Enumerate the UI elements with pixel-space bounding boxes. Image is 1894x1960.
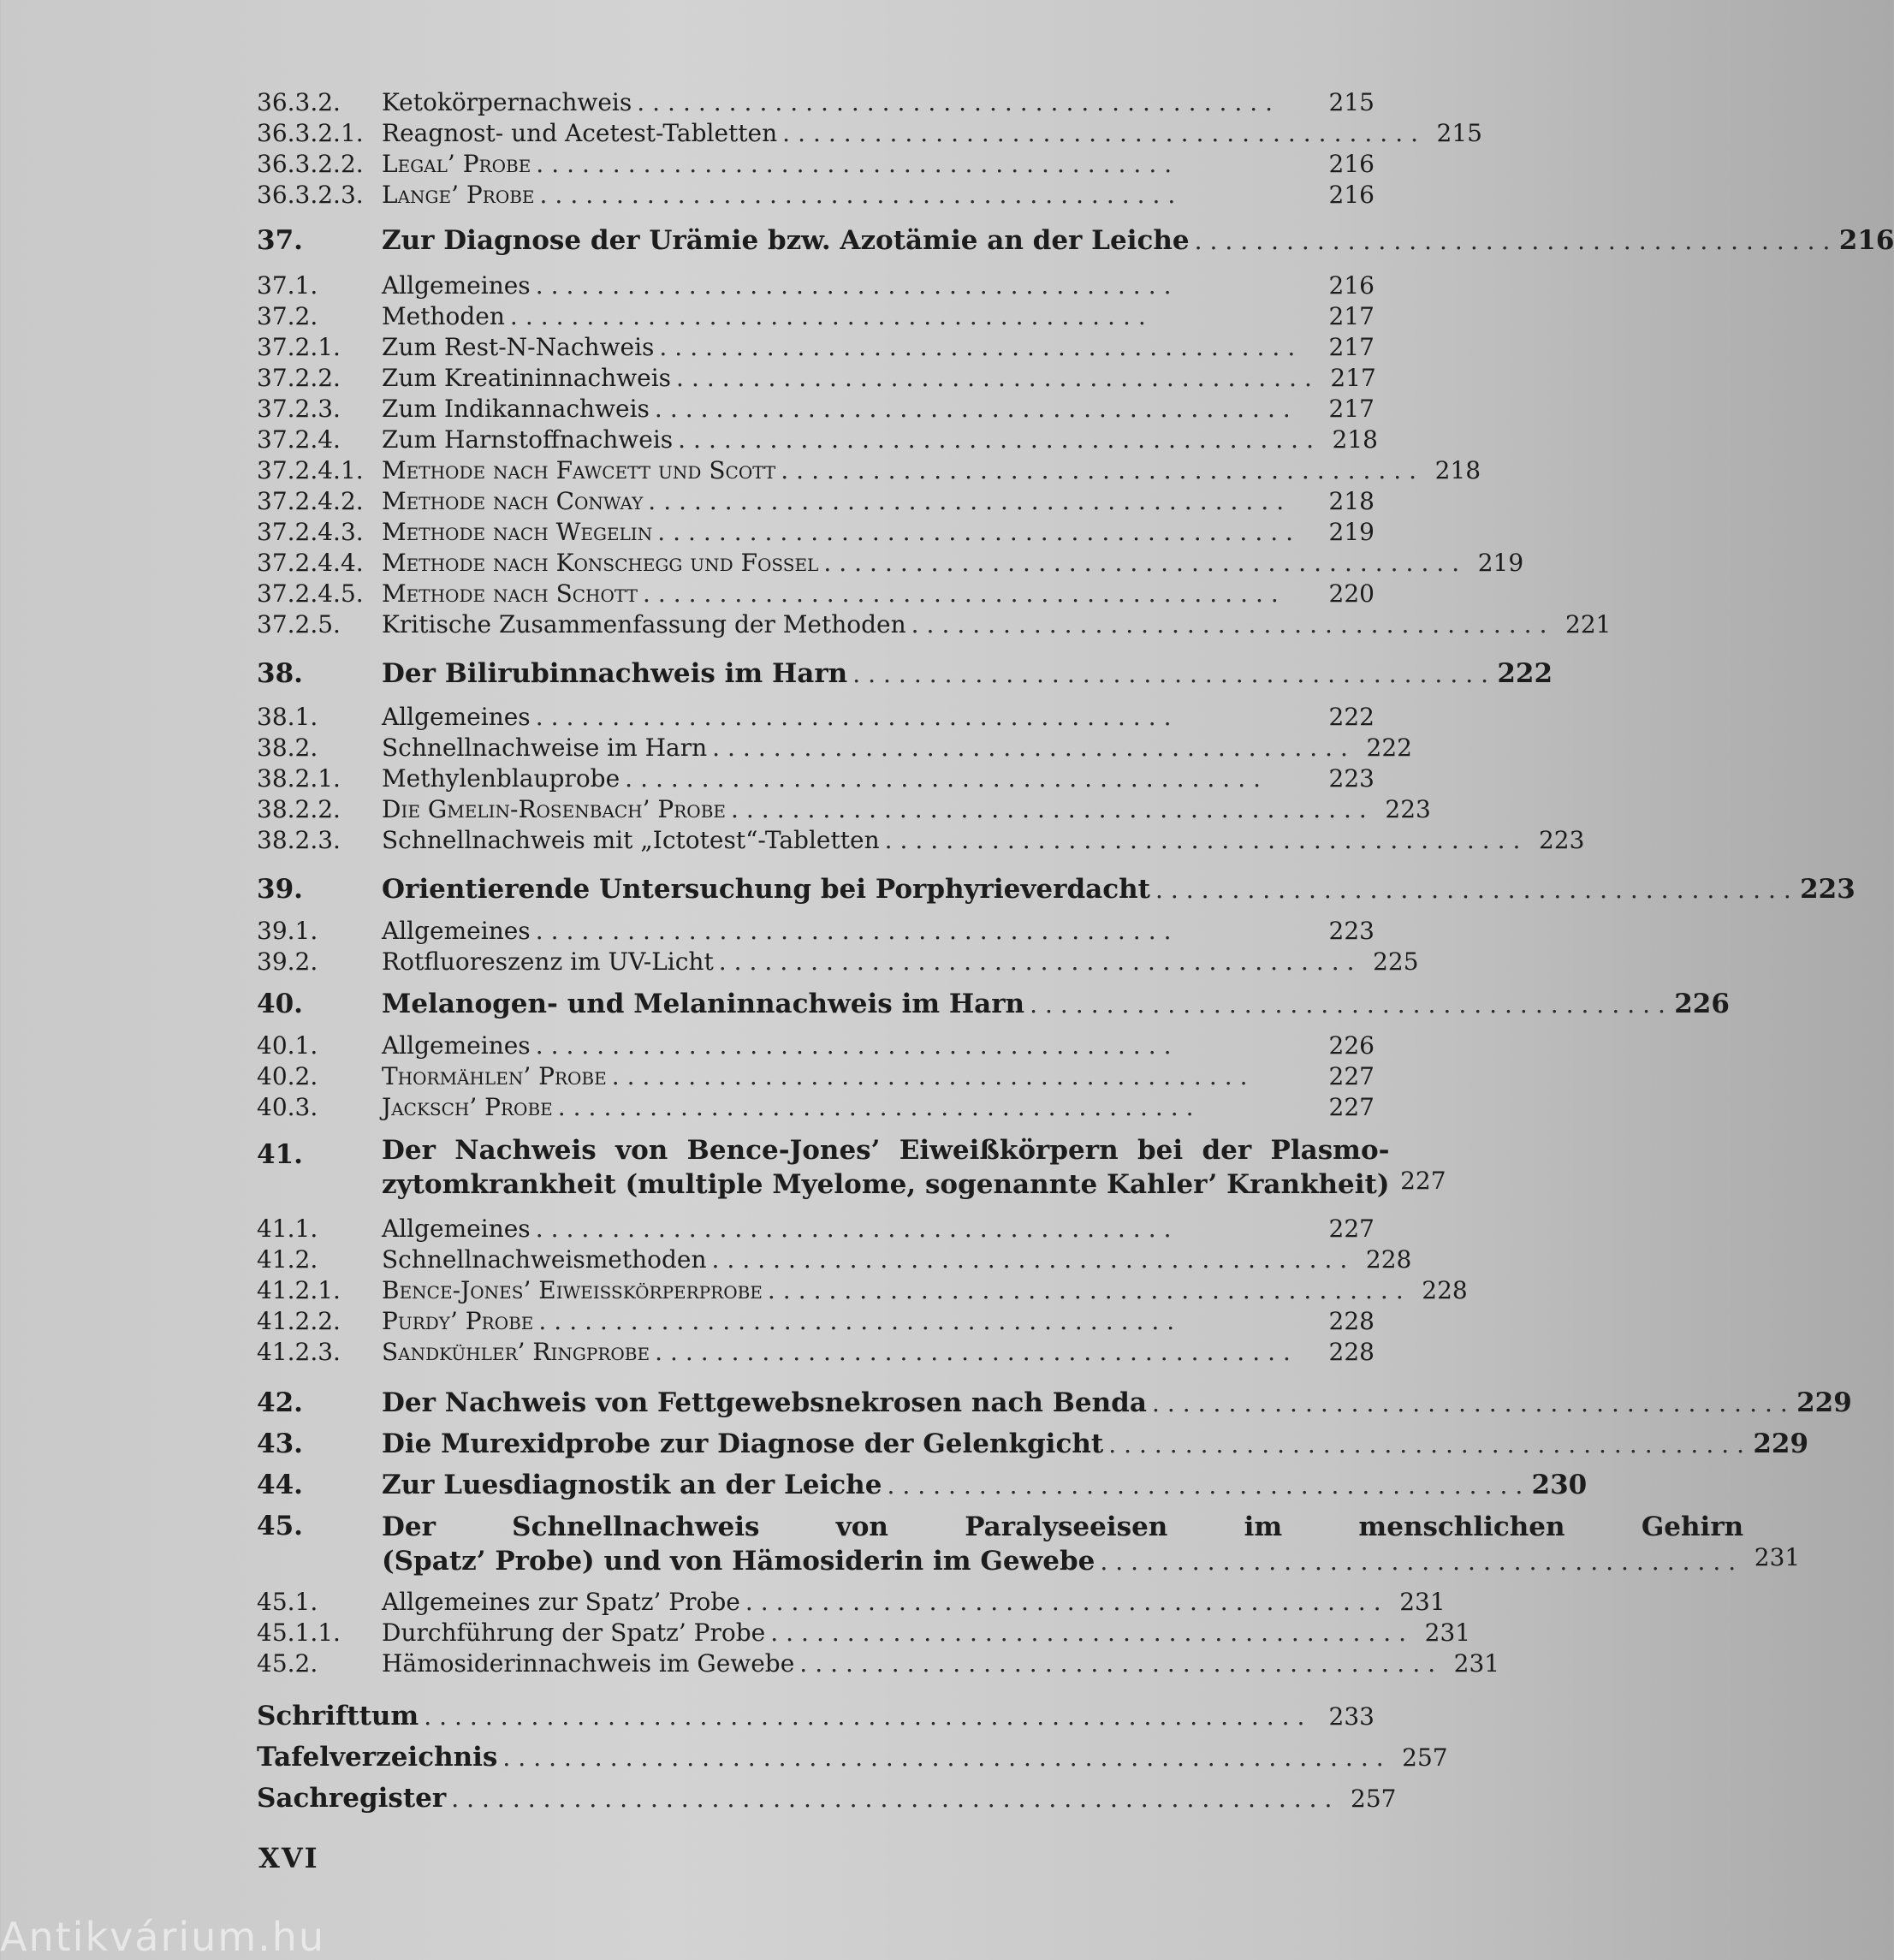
entry-number: 45.	[257, 1511, 303, 1541]
entry-page: 217	[1328, 302, 1374, 330]
entry-number: 41.2.2.	[257, 1307, 341, 1335]
entry-page: 218	[1328, 487, 1374, 515]
entry-page: 226	[1328, 1031, 1374, 1060]
entry-page: 233	[1328, 1702, 1374, 1731]
toc-chapter: 38. Der Bilirubinnachweis im Harn .......................................... 222	[257, 658, 1553, 689]
entry-number: 44.	[257, 1470, 303, 1500]
entry-page: 216	[1838, 225, 1894, 256]
entry-number: 37.2.4.1.	[257, 456, 364, 484]
toc-entry: 38.2.2. Die Gmelin-Rosenbach’ Probe .......................................... 223	[257, 795, 1431, 823]
entry-page: 223	[1800, 874, 1855, 905]
entry-title: Methode nach Fawcett und Scott	[382, 456, 776, 484]
entry-page: 222	[1366, 734, 1412, 762]
entry-title: Der Bilirubinnachweis im Harn	[382, 658, 848, 689]
entry-number: 38.2.3.	[257, 826, 341, 854]
entry-page: 231	[1424, 1618, 1471, 1647]
toc-entry: 37.2.5. Kritische Zusammenfassung der Methoden .......................................... 221	[257, 610, 1612, 638]
entry-number: 42.	[257, 1387, 303, 1418]
toc-chapter: 44. Zur Luesdiagnostik an der Leiche .......................................... 230	[257, 1470, 1588, 1500]
entry-page: 223	[1328, 764, 1374, 793]
toc-entry: 41.2.2. Purdy’ Probe .......................................... 228	[257, 1307, 1374, 1335]
entry-title: Schrifttum	[257, 1701, 419, 1731]
entry-number: 39.1.	[257, 917, 318, 945]
toc-backmatter: Sachregister .......................................................... 257	[257, 1783, 1397, 1814]
toc-entry: 37.2.4. Zum Harnstoffnachweis .......................................... 218	[257, 425, 1378, 454]
entry-title-line2: zytomkrankheit (multiple Myelome, sogenannte Kahler’ Krankheit)	[382, 1169, 1390, 1200]
toc-entry: 37.1. Allgemeines .......................................... 216	[257, 271, 1374, 300]
entry-number: 41.2.3.	[257, 1338, 341, 1366]
toc-chapter: 40. Melanogen- und Melaninnachweis im Harn .......................................... 226	[257, 989, 1730, 1019]
toc-entry: 45.1.1. Durchführung der Spatz’ Probe .......................................... 231	[257, 1618, 1471, 1647]
entry-number: 45.1.	[257, 1588, 318, 1616]
toc-entry: 37.2.4.3. Methode nach Wegelin .......................................... 219	[257, 518, 1374, 546]
toc-entry: 37.2.4.2. Methode nach Conway .......................................... 218	[257, 487, 1374, 515]
toc-entry: 37.2.4.4. Methode nach Konschegg und Fossel .......................................... 219	[257, 549, 1524, 577]
entry-number: 38.1.	[257, 703, 318, 731]
entry-title: Allgemeines	[382, 271, 531, 300]
entry-title: Hämosiderinnachweis im Gewebe	[382, 1649, 795, 1678]
watermark: Antikvárium.hu	[0, 1914, 326, 1960]
toc-backmatter: Tafelverzeichnis .......................................................... 257	[257, 1742, 1448, 1773]
toc-chapter	[257, 1133, 1446, 1202]
entry-title: Allgemeines	[382, 917, 531, 945]
toc-entry: 38.2.3. Schnellnachweis mit „Ictotest“-Tabletten .......................................... 223	[257, 826, 1585, 854]
entry-page: 215	[1436, 119, 1482, 147]
toc-entry: 37.2.4.5. Methode nach Schott .......................................... 220	[257, 579, 1374, 608]
entry-number: 37.2.4.2.	[257, 487, 364, 515]
entry-number: 38.	[257, 658, 303, 689]
entry-number: 41.2.1.	[257, 1276, 341, 1304]
entry-number: 36.3.2.3.	[257, 181, 364, 209]
entry-number: 37.2.1.	[257, 333, 341, 361]
entry-title: Die Murexidprobe zur Diagnose der Gelenkgicht	[382, 1428, 1104, 1459]
entry-title: Sachregister	[257, 1783, 447, 1814]
entry-page: 226	[1674, 989, 1730, 1019]
entry-title: Zur Diagnose der Urämie bzw. Azotämie an der Leiche	[382, 225, 1190, 256]
entry-page: 219	[1477, 549, 1524, 577]
entry-title: Ketokörpernachweis	[382, 88, 632, 116]
entry-number: 37.2.4.5.	[257, 579, 364, 608]
entry-title: Allgemeines	[382, 703, 531, 731]
entry-page: 215	[1328, 88, 1374, 116]
toc-entry: 45.2. Hämosiderinnachweis im Gewebe .......................................... 231	[257, 1649, 1500, 1678]
entry-page: 222	[1497, 658, 1553, 689]
entry-number: 37.2.4.4.	[257, 549, 364, 577]
toc-entry: 36.3.2.3. Lange’ Probe .......................................... 216	[257, 181, 1374, 209]
toc-entry: 45.1. Allgemeines zur Spatz’ Probe .......................................... 231	[257, 1588, 1446, 1616]
entry-page: 216	[1328, 181, 1374, 209]
entry-title: Die Gmelin-Rosenbach’ Probe	[382, 795, 726, 823]
entry-title-line2: (Spatz’ Probe) und von Hämosiderin im Gewebe	[382, 1546, 1095, 1577]
entry-title: Legal’ Probe	[382, 150, 531, 178]
toc-entry: 37.2.4.1. Methode nach Fawcett und Scott .......................................... 218	[257, 456, 1481, 484]
toc-entry: 41.2.1. Bence-Jones’ Eiweißkörperprobe .......................................... 228	[257, 1276, 1468, 1304]
toc-entry: 38.2. Schnellnachweise im Harn .......................................... 222	[257, 734, 1412, 762]
entry-number: 39.2.	[257, 947, 318, 976]
toc-entry: 37.2.2. Zum Kreatininnachweis .......................................... 217	[257, 364, 1376, 392]
entry-page: 257	[1402, 1743, 1448, 1772]
toc-entry: 41.2.3. Sandkühler’ Ringprobe .......................................... 228	[257, 1338, 1374, 1366]
entry-title: Reagnost- und Acetest-Tabletten	[382, 119, 778, 147]
entry-page: 221	[1565, 610, 1612, 638]
entry-page: 228	[1328, 1307, 1374, 1335]
entry-title: Zum Kreatininnachweis	[382, 364, 672, 392]
entry-title: Methode nach Konschegg und Fossel	[382, 549, 819, 577]
toc-chapter: 45. Der Schnellnachweis von Paralyseeisen im menschlichen Gehirn (Spatz’ Probe) und von Hämosiderin im Gewebe .......................................... 231	[257, 1511, 1801, 1577]
entry-page: 223	[1538, 826, 1585, 854]
entry-title: Allgemeines zur Spatz’ Probe	[382, 1588, 740, 1616]
entry-title: Methode nach Conway	[382, 487, 644, 515]
entry-number: 37.	[257, 225, 303, 256]
entry-number: 36.3.2.2.	[257, 150, 364, 178]
entry-title: Methylenblauprobe	[382, 764, 620, 793]
toc-entry: 39.1. Allgemeines .......................................... 223	[257, 917, 1374, 945]
entry-page: 227	[1328, 1093, 1374, 1121]
toc-chapter: 37. Zur Diagnose der Urämie bzw. Azotämie an der Leiche .......................................... 216	[257, 225, 1894, 256]
entry-title: Schnellnachweise im Harn	[382, 734, 708, 762]
entry-page: 216	[1328, 271, 1374, 300]
entry-number: 38.2.1.	[257, 764, 341, 793]
entry-number: 37.2.3.	[257, 395, 341, 423]
entry-number: 38.2.	[257, 734, 318, 762]
entry-number: 40.3.	[257, 1093, 318, 1121]
entry-number: 38.2.2.	[257, 795, 341, 823]
entry-page: 227	[1328, 1062, 1374, 1090]
entry-title: Schnellnachweis mit „Ictotest“-Tabletten	[382, 826, 880, 854]
entry-page: 218	[1434, 456, 1481, 484]
entry-title: Methode nach Schott	[382, 579, 638, 608]
entry-number: 43.	[257, 1428, 303, 1459]
entry-number: 37.2.4.	[257, 425, 341, 454]
entry-page: 218	[1332, 425, 1378, 454]
toc-entry: 38.1. Allgemeines .......................................... 222	[257, 703, 1374, 731]
toc-entry: 40.3. Jacksch’ Probe .......................................... 227	[257, 1093, 1374, 1121]
entry-title: Durchführung der Spatz’ Probe	[382, 1618, 766, 1647]
entry-page: 217	[1328, 395, 1374, 423]
entry-title-line1: Der Schnellnachweis von Paralyseeisen im menschlichen Gehirn	[382, 1512, 1744, 1542]
entry-title: Methoden	[382, 302, 505, 330]
entry-title: Kritische Zusammenfassung der Methoden	[382, 610, 906, 638]
entry-page: 230	[1531, 1470, 1588, 1500]
entry-number: 41.	[257, 1139, 303, 1170]
entry-page: 229	[1796, 1387, 1852, 1418]
toc-entry: 36.3.2.1. Reagnost- und Acetest-Tabletten .......................................... 215	[257, 119, 1482, 147]
entry-number: 36.3.2.	[257, 88, 341, 116]
entry-page: 231	[1453, 1649, 1500, 1678]
entry-number: 41.2.	[257, 1245, 318, 1274]
toc-entry: 39.2. Rotfluoreszenz im UV-Licht .......................................... 225	[257, 947, 1419, 976]
toc-backmatter: Schrifttum .......................................................... 233	[257, 1701, 1374, 1731]
entry-number: 41.1.	[257, 1215, 318, 1243]
entry-title: Methode nach Wegelin	[382, 518, 653, 546]
entry-number: 36.3.2.1.	[257, 119, 364, 147]
entry-title: Tafelverzeichnis	[257, 1742, 498, 1773]
entry-number: 37.2.	[257, 302, 318, 330]
toc-chapter: 42. Der Nachweis von Fettgewebsnekrosen nach Benda .......................................... 229	[257, 1387, 1852, 1418]
entry-page: 228	[1365, 1245, 1412, 1274]
toc-entry: 38.2.1. Methylenblauprobe .......................................... 223	[257, 764, 1374, 793]
entry-title: Bence-Jones’ Eiweißkörperprobe	[382, 1276, 763, 1304]
entry-title: Allgemeines	[382, 1031, 531, 1060]
entry-number: 45.2.	[257, 1649, 318, 1678]
entry-title: Orientierende Untersuchung bei Porphyrieverdacht	[382, 874, 1150, 905]
toc-entry: 41.2. Schnellnachweismethoden .......................................... 228	[257, 1245, 1412, 1274]
toc-entry: 37.2. Methoden .......................................... 217	[257, 302, 1374, 330]
entry-page: 231	[1399, 1588, 1446, 1616]
entry-page: 228	[1328, 1338, 1374, 1366]
entry-title: Zum Harnstoffnachweis	[382, 425, 674, 454]
entry-number: 37.2.2.	[257, 364, 341, 392]
entry-number: 37.2.5.	[257, 610, 341, 638]
entry-title: Jacksch’ Probe	[382, 1093, 553, 1121]
toc-entry: 37.2.1. Zum Rest-N-Nachweis .......................................... 217	[257, 333, 1374, 361]
entry-title-line1: Der Nachweis von Bence-Jones’ Eiweißkörpern bei der Plasmo-	[382, 1135, 1390, 1166]
entry-number: 40.2.	[257, 1062, 318, 1090]
entry-number: 45.1.1.	[257, 1618, 341, 1647]
toc-entry: 36.3.2. Ketokörpernachweis .......................................... 215	[257, 88, 1374, 116]
entry-page: 231	[1754, 1543, 1801, 1571]
entry-number: 39.	[257, 874, 303, 905]
entry-page: 227	[1400, 1167, 1446, 1195]
entry-page: 219	[1328, 518, 1374, 546]
entry-page: 228	[1422, 1276, 1468, 1304]
entry-page: 216	[1328, 150, 1374, 178]
entry-number: 40.	[257, 989, 303, 1019]
entry-page: 217	[1330, 364, 1376, 392]
entry-number: 37.2.4.3.	[257, 518, 364, 546]
entry-title: Schnellnachweismethoden	[382, 1245, 707, 1274]
page-number: XVI	[258, 1842, 319, 1874]
entry-number: 40.1.	[257, 1031, 318, 1060]
entry-page: 220	[1328, 579, 1374, 608]
entry-page: 227	[1328, 1215, 1374, 1243]
toc-chapter: 39. Orientierende Untersuchung bei Porphyrieverdacht .......................................... 223	[257, 874, 1855, 905]
entry-page: 229	[1753, 1428, 1809, 1459]
entry-title: Rotfluoreszenz im UV-Licht	[382, 947, 714, 976]
entry-title: Melanogen- und Melaninnachweis im Harn	[382, 989, 1025, 1019]
entry-title: Der Nachweis von Fettgewebsnekrosen nach Benda	[382, 1387, 1147, 1418]
entry-page: 223	[1385, 795, 1431, 823]
entry-title: Zur Luesdiagnostik an der Leiche	[382, 1470, 882, 1500]
toc-entry: 41.1. Allgemeines .......................................... 227	[257, 1215, 1374, 1243]
entry-page: 223	[1328, 917, 1374, 945]
entry-title: Thormählen’ Probe	[382, 1062, 607, 1090]
toc-chapter: 43. Die Murexidprobe zur Diagnose der Gelenkgicht .......................................... 229	[257, 1428, 1809, 1459]
toc-entry: 36.3.2.2. Legal’ Probe .......................................... 216	[257, 150, 1374, 178]
entry-title: Allgemeines	[382, 1215, 531, 1243]
toc-entry: 40.1. Allgemeines .......................................... 226	[257, 1031, 1374, 1060]
entry-title: Zum Indikannachweis	[382, 395, 650, 423]
toc-entry: 40.2. Thormählen’ Probe .......................................... 227	[257, 1062, 1374, 1090]
entry-number: 37.1.	[257, 271, 318, 300]
entry-title: Zum Rest-N-Nachweis	[382, 333, 655, 361]
entry-page: 222	[1328, 703, 1374, 731]
entry-page: 225	[1373, 947, 1419, 976]
entry-page: 257	[1351, 1785, 1397, 1813]
entry-title: Purdy’ Probe	[382, 1307, 534, 1335]
toc-entry: 37.2.3. Zum Indikannachweis .......................................... 217	[257, 395, 1374, 423]
entry-page: 217	[1328, 333, 1374, 361]
entry-title: Sandkühler’ Ringprobe	[382, 1338, 650, 1366]
entry-title: Lange’ Probe	[382, 181, 535, 209]
